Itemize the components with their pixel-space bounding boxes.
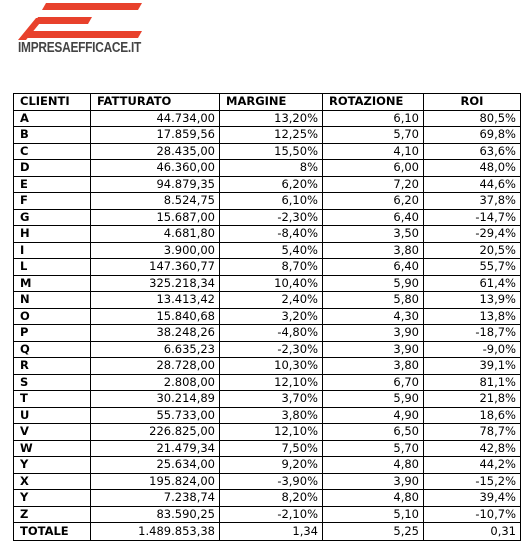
rotazione-value: 6,50 [323, 424, 424, 441]
rotazione-value: 5,90 [323, 275, 424, 292]
total-roi: 0,31 [424, 523, 521, 541]
table-row [14, 391, 521, 408]
client-name: E [14, 176, 91, 193]
header-fatturato: FATTURATO [91, 94, 220, 111]
margine-value: 6,20% [220, 176, 323, 193]
margine-value: 5,40% [220, 242, 323, 259]
margine-value: -2,30% [220, 341, 323, 358]
margine-value: 9,20% [220, 457, 323, 474]
logo-text: IMPRESAEFFICACE.IT [18, 40, 142, 56]
margine-value: 8,20% [220, 490, 323, 507]
header-clienti: CLIENTI [14, 94, 91, 111]
total-rotazione: 5,25 [323, 523, 424, 541]
table-row [14, 160, 521, 177]
client-name: F [14, 193, 91, 210]
rotazione-value: 6,40 [323, 259, 424, 276]
table-row [14, 325, 521, 342]
rotazione-value: 5,90 [323, 391, 424, 408]
table-row [14, 143, 521, 160]
fatturato-value: 44.734,00 [91, 110, 220, 127]
roi-value: 80,5% [424, 110, 521, 127]
roi-value: 81,1% [424, 374, 521, 391]
client-name: V [14, 424, 91, 441]
table-row [14, 292, 521, 309]
client-name: Q [14, 341, 91, 358]
fatturato-value: 55.733,00 [91, 407, 220, 424]
rotazione-value: 4,90 [323, 407, 424, 424]
margine-value: -2,30% [220, 209, 323, 226]
table-row [14, 193, 521, 210]
roi-value: -29,4% [424, 226, 521, 243]
margine-value: -4,80% [220, 325, 323, 342]
fatturato-value: 13.413,42 [91, 292, 220, 309]
table-row [14, 341, 521, 358]
clients-table [13, 93, 521, 541]
client-name: B [14, 127, 91, 144]
table-row [14, 457, 521, 474]
roi-value: 61,4% [424, 275, 521, 292]
roi-value: 13,8% [424, 308, 521, 325]
client-name: T [14, 391, 91, 408]
client-name: X [14, 473, 91, 490]
table-row [14, 226, 521, 243]
rotazione-value: 5,10 [323, 506, 424, 523]
fatturato-value: 226.825,00 [91, 424, 220, 441]
roi-value: 39,1% [424, 358, 521, 375]
client-name: I [14, 242, 91, 259]
roi-value: 63,6% [424, 143, 521, 160]
margine-value: 3,80% [220, 407, 323, 424]
fatturato-value: 3.900,00 [91, 242, 220, 259]
client-name: M [14, 275, 91, 292]
margine-value: 7,50% [220, 440, 323, 457]
table-row [14, 176, 521, 193]
rotazione-value: 6,10 [323, 110, 424, 127]
margine-value: 12,10% [220, 374, 323, 391]
table-row [14, 374, 521, 391]
table-row [14, 259, 521, 276]
roi-value: 55,7% [424, 259, 521, 276]
table-row [14, 308, 521, 325]
table-row [14, 407, 521, 424]
rotazione-value: 6,40 [323, 209, 424, 226]
client-name: D [14, 160, 91, 177]
margine-value: 13,20% [220, 110, 323, 127]
client-name: N [14, 292, 91, 309]
fatturato-value: 28.435,00 [91, 143, 220, 160]
total-label: TOTALE [14, 523, 91, 541]
client-name: Y [14, 490, 91, 507]
table-row [14, 209, 521, 226]
client-name: P [14, 325, 91, 342]
fatturato-value: 7.238,74 [91, 490, 220, 507]
table-row [14, 473, 521, 490]
roi-value: 48,0% [424, 160, 521, 177]
rotazione-value: 6,70 [323, 374, 424, 391]
roi-value: 21,8% [424, 391, 521, 408]
fatturato-value: 6.635,23 [91, 341, 220, 358]
roi-value: 18,6% [424, 407, 521, 424]
margine-value: 10,30% [220, 358, 323, 375]
roi-value: 39,4% [424, 490, 521, 507]
roi-value: -15,2% [424, 473, 521, 490]
logo [18, 2, 178, 62]
margine-value: 6,10% [220, 193, 323, 210]
client-name: A [14, 110, 91, 127]
margine-value: 3,20% [220, 308, 323, 325]
client-name: U [14, 407, 91, 424]
fatturato-value: 15.840,68 [91, 308, 220, 325]
client-name: H [14, 226, 91, 243]
fatturato-value: 30.214,89 [91, 391, 220, 408]
client-name: C [14, 143, 91, 160]
table-row [14, 440, 521, 457]
fatturato-value: 147.360,77 [91, 259, 220, 276]
fatturato-value: 28.728,00 [91, 358, 220, 375]
total-row [14, 523, 521, 541]
fatturato-value: 17.859,56 [91, 127, 220, 144]
client-name: W [14, 440, 91, 457]
fatturato-value: 83.590,25 [91, 506, 220, 523]
roi-value: 13,9% [424, 292, 521, 309]
margine-value: -2,10% [220, 506, 323, 523]
logo-mark-icon [18, 2, 142, 40]
rotazione-value: 3,90 [323, 325, 424, 342]
margine-value: 3,70% [220, 391, 323, 408]
rotazione-value: 4,80 [323, 490, 424, 507]
client-name: G [14, 209, 91, 226]
margine-value: -3,90% [220, 473, 323, 490]
table-row [14, 490, 521, 507]
client-name: Y [14, 457, 91, 474]
rotazione-value: 5,70 [323, 440, 424, 457]
roi-value: -18,7% [424, 325, 521, 342]
rotazione-value: 4,30 [323, 308, 424, 325]
roi-value: 37,8% [424, 193, 521, 210]
fatturato-value: 325.218,34 [91, 275, 220, 292]
margine-value: -8,40% [220, 226, 323, 243]
header-rotazione: ROTAZIONE [323, 94, 424, 111]
client-name: S [14, 374, 91, 391]
table-row [14, 242, 521, 259]
roi-value: 20,5% [424, 242, 521, 259]
roi-value: 44,6% [424, 176, 521, 193]
fatturato-value: 15.687,00 [91, 209, 220, 226]
fatturato-value: 8.524,75 [91, 193, 220, 210]
fatturato-value: 38.248,26 [91, 325, 220, 342]
table-row [14, 127, 521, 144]
rotazione-value: 3,80 [323, 242, 424, 259]
fatturato-value: 25.634,00 [91, 457, 220, 474]
roi-value: 69,8% [424, 127, 521, 144]
table-header-row [14, 94, 521, 111]
fatturato-value: 21.479,34 [91, 440, 220, 457]
fatturato-value: 195.824,00 [91, 473, 220, 490]
fatturato-value: 94.879,35 [91, 176, 220, 193]
rotazione-value: 4,10 [323, 143, 424, 160]
table-row [14, 358, 521, 375]
rotazione-value: 6,00 [323, 160, 424, 177]
table-row [14, 275, 521, 292]
rotazione-value: 5,80 [323, 292, 424, 309]
margine-value: 15,50% [220, 143, 323, 160]
roi-value: 42,8% [424, 440, 521, 457]
fatturato-value: 46.360,00 [91, 160, 220, 177]
margine-value: 12,10% [220, 424, 323, 441]
rotazione-value: 4,80 [323, 457, 424, 474]
fatturato-value: 2.808,00 [91, 374, 220, 391]
margine-value: 10,40% [220, 275, 323, 292]
header-roi: ROI [424, 94, 521, 111]
total-fatturato: 1.489.853,38 [91, 523, 220, 541]
fatturato-value: 4.681,80 [91, 226, 220, 243]
rotazione-value: 3,50 [323, 226, 424, 243]
margine-value: 12,25% [220, 127, 323, 144]
rotazione-value: 3,90 [323, 341, 424, 358]
roi-value: 44,2% [424, 457, 521, 474]
header-margine: MARGINE [220, 94, 323, 111]
margine-value: 8,70% [220, 259, 323, 276]
margine-value: 2,40% [220, 292, 323, 309]
roi-value: -10,7% [424, 506, 521, 523]
table-row [14, 110, 521, 127]
total-margine: 1,34 [220, 523, 323, 541]
client-name: Z [14, 506, 91, 523]
table-row [14, 424, 521, 441]
rotazione-value: 7,20 [323, 176, 424, 193]
client-name: O [14, 308, 91, 325]
roi-value: -14,7% [424, 209, 521, 226]
roi-value: 78,7% [424, 424, 521, 441]
client-name: L [14, 259, 91, 276]
client-name: R [14, 358, 91, 375]
rotazione-value: 5,70 [323, 127, 424, 144]
rotazione-value: 3,80 [323, 358, 424, 375]
rotazione-value: 3,90 [323, 473, 424, 490]
table-row [14, 506, 521, 523]
rotazione-value: 6,20 [323, 193, 424, 210]
roi-value: -9,0% [424, 341, 521, 358]
margine-value: 8% [220, 160, 323, 177]
